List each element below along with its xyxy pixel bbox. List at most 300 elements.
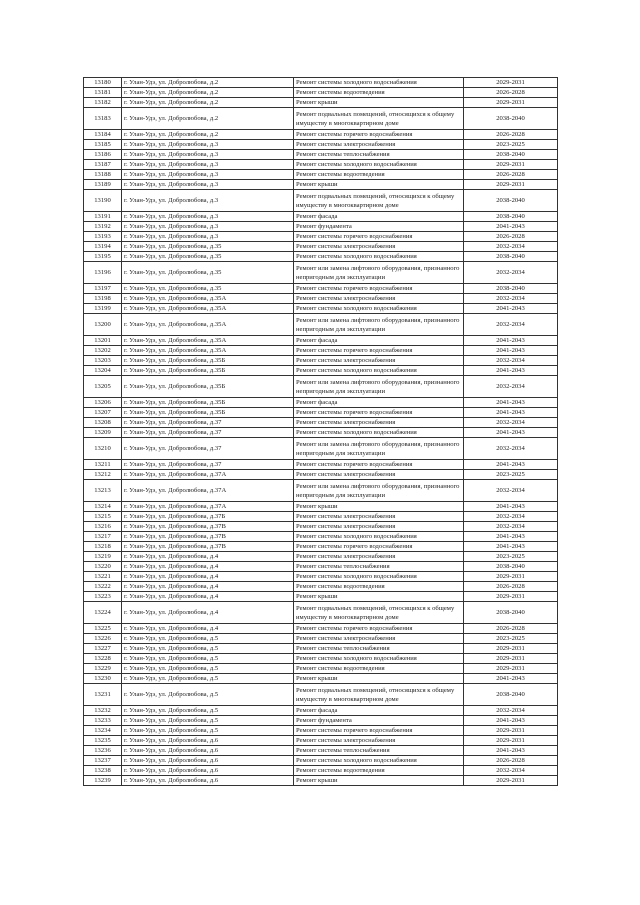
- address-cell: г. Улан-Удэ, ул. Добролюбова, д.4: [122, 562, 294, 572]
- work-type-cell: Ремонт системы горячего водоснабжения: [294, 624, 464, 634]
- row-number-cell: 13237: [84, 756, 122, 766]
- address-cell: г. Улан-Удэ, ул. Добролюбова, д.3: [122, 180, 294, 190]
- address-cell: г. Улан-Удэ, ул. Добролюбова, д.6: [122, 746, 294, 756]
- work-type-cell: Ремонт системы электроснабжения: [294, 634, 464, 644]
- address-cell: г. Улан-Удэ, ул. Добролюбова, д.3: [122, 170, 294, 180]
- table-row: [84, 336, 558, 346]
- table-row: [84, 262, 558, 284]
- row-number-cell: 13182: [84, 98, 122, 108]
- period-cell: 2032-2034: [464, 522, 558, 532]
- address-cell: г. Улан-Удэ, ул. Добролюбова, д.3: [122, 150, 294, 160]
- row-number-cell: 13188: [84, 170, 122, 180]
- row-number-cell: 13226: [84, 634, 122, 644]
- work-type-cell: Ремонт системы горячего водоснабжения: [294, 346, 464, 356]
- row-number-cell: 13212: [84, 470, 122, 480]
- table-row: [84, 428, 558, 438]
- address-cell: г. Улан-Удэ, ул. Добролюбова, д.4: [122, 624, 294, 634]
- address-cell: г. Улан-Удэ, ул. Добролюбова, д.3: [122, 232, 294, 242]
- period-cell: 2041-2043: [464, 460, 558, 470]
- row-number-cell: 13214: [84, 502, 122, 512]
- row-number-cell: 13217: [84, 532, 122, 542]
- work-type-cell: Ремонт крыши: [294, 776, 464, 786]
- table-row: [84, 776, 558, 786]
- table-row: [84, 130, 558, 140]
- address-cell: г. Улан-Удэ, ул. Добролюбова, д.3: [122, 140, 294, 150]
- period-cell: 2041-2043: [464, 346, 558, 356]
- work-type-cell: Ремонт системы горячего водоснабжения: [294, 542, 464, 552]
- table-row: [84, 572, 558, 582]
- address-cell: г. Улан-Удэ, ул. Добролюбова, д.35А: [122, 294, 294, 304]
- address-cell: г. Улан-Удэ, ул. Добролюбова, д.2: [122, 98, 294, 108]
- table-row: [84, 716, 558, 726]
- table-row: [84, 284, 558, 294]
- row-number-cell: 13183: [84, 108, 122, 130]
- work-type-cell: Ремонт системы водоотведения: [294, 170, 464, 180]
- address-cell: г. Улан-Удэ, ул. Добролюбова, д.5: [122, 684, 294, 706]
- row-number-cell: 13215: [84, 512, 122, 522]
- table-row: [84, 552, 558, 562]
- row-number-cell: 13221: [84, 572, 122, 582]
- address-cell: г. Улан-Удэ, ул. Добролюбова, д.5: [122, 634, 294, 644]
- row-number-cell: 13234: [84, 726, 122, 736]
- table-row: [84, 726, 558, 736]
- row-number-cell: 13229: [84, 664, 122, 674]
- address-cell: г. Улан-Удэ, ул. Добролюбова, д.4: [122, 582, 294, 592]
- period-cell: 2029-2031: [464, 736, 558, 746]
- row-number-cell: 13225: [84, 624, 122, 634]
- address-cell: г. Улан-Удэ, ул. Добролюбова, д.35Б: [122, 376, 294, 398]
- row-number-cell: 13180: [84, 78, 122, 88]
- table-row: [84, 170, 558, 180]
- row-number-cell: 13190: [84, 190, 122, 212]
- address-cell: г. Улан-Удэ, ул. Добролюбова, д.3: [122, 160, 294, 170]
- address-cell: г. Улан-Удэ, ул. Добролюбова, д.37: [122, 418, 294, 428]
- period-cell: 2023-2025: [464, 634, 558, 644]
- table-row: [84, 222, 558, 232]
- period-cell: 2029-2031: [464, 654, 558, 664]
- row-number-cell: 13192: [84, 222, 122, 232]
- period-cell: 2029-2031: [464, 776, 558, 786]
- table-row: [84, 470, 558, 480]
- period-cell: 2029-2031: [464, 78, 558, 88]
- period-cell: 2029-2031: [464, 664, 558, 674]
- row-number-cell: 13239: [84, 776, 122, 786]
- work-type-cell: Ремонт фасада: [294, 336, 464, 346]
- work-type-cell: Ремонт системы водоотведения: [294, 766, 464, 776]
- table-row: [84, 88, 558, 98]
- address-cell: г. Улан-Удэ, ул. Добролюбова, д.6: [122, 766, 294, 776]
- table-row: [84, 376, 558, 398]
- table-row: [84, 140, 558, 150]
- work-type-cell: Ремонт системы электроснабжения: [294, 294, 464, 304]
- row-number-cell: 13201: [84, 336, 122, 346]
- work-type-cell: Ремонт крыши: [294, 592, 464, 602]
- row-number-cell: 13232: [84, 706, 122, 716]
- period-cell: 2038-2040: [464, 684, 558, 706]
- row-number-cell: 13203: [84, 356, 122, 366]
- work-type-cell: Ремонт или замена лифтового оборудования, признанного непригодным для эксплуатации: [294, 438, 464, 460]
- period-cell: 2038-2040: [464, 108, 558, 130]
- row-number-cell: 13191: [84, 212, 122, 222]
- period-cell: 2026-2028: [464, 582, 558, 592]
- row-number-cell: 13202: [84, 346, 122, 356]
- address-cell: г. Улан-Удэ, ул. Добролюбова, д.35: [122, 252, 294, 262]
- address-cell: г. Улан-Удэ, ул. Добролюбова, д.5: [122, 716, 294, 726]
- table-row: [84, 212, 558, 222]
- address-cell: г. Улан-Удэ, ул. Добролюбова, д.37Б: [122, 512, 294, 522]
- address-cell: г. Улан-Удэ, ул. Добролюбова, д.5: [122, 664, 294, 674]
- work-type-cell: Ремонт подвальных помещений, относящихся к общему имуществу в многоквартирном доме: [294, 190, 464, 212]
- table-row: [84, 644, 558, 654]
- table-row: [84, 304, 558, 314]
- row-number-cell: 13199: [84, 304, 122, 314]
- row-number-cell: 13197: [84, 284, 122, 294]
- work-type-cell: Ремонт фасада: [294, 398, 464, 408]
- work-type-cell: Ремонт системы водоотведения: [294, 582, 464, 592]
- row-number-cell: 13219: [84, 552, 122, 562]
- period-cell: 2041-2043: [464, 502, 558, 512]
- row-number-cell: 13210: [84, 438, 122, 460]
- period-cell: 2023-2025: [464, 552, 558, 562]
- row-number-cell: 13224: [84, 602, 122, 624]
- period-cell: 2029-2031: [464, 180, 558, 190]
- row-number-cell: 13189: [84, 180, 122, 190]
- work-type-cell: Ремонт системы теплоснабжения: [294, 644, 464, 654]
- row-number-cell: 13236: [84, 746, 122, 756]
- work-type-cell: Ремонт системы горячего водоснабжения: [294, 726, 464, 736]
- row-number-cell: 13231: [84, 684, 122, 706]
- period-cell: 2029-2031: [464, 726, 558, 736]
- address-cell: г. Улан-Удэ, ул. Добролюбова, д.37А: [122, 470, 294, 480]
- period-cell: 2026-2028: [464, 130, 558, 140]
- address-cell: г. Улан-Удэ, ул. Добролюбова, д.3: [122, 190, 294, 212]
- table-row: [84, 736, 558, 746]
- table-row: [84, 190, 558, 212]
- work-type-cell: Ремонт крыши: [294, 502, 464, 512]
- table-body: [84, 78, 558, 786]
- period-cell: 2041-2043: [464, 222, 558, 232]
- address-cell: г. Улан-Удэ, ул. Добролюбова, д.35Б: [122, 408, 294, 418]
- period-cell: 2029-2031: [464, 160, 558, 170]
- row-number-cell: 13223: [84, 592, 122, 602]
- table-row: [84, 160, 558, 170]
- period-cell: 2041-2043: [464, 304, 558, 314]
- address-cell: г. Улан-Удэ, ул. Добролюбова, д.2: [122, 78, 294, 88]
- period-cell: 2038-2040: [464, 190, 558, 212]
- row-number-cell: 13220: [84, 562, 122, 572]
- table-row: [84, 460, 558, 470]
- period-cell: 2026-2028: [464, 232, 558, 242]
- row-number-cell: 13235: [84, 736, 122, 746]
- table-row: [84, 654, 558, 664]
- work-type-cell: Ремонт системы горячего водоснабжения: [294, 232, 464, 242]
- table-row: [84, 314, 558, 336]
- address-cell: г. Улан-Удэ, ул. Добролюбова, д.35: [122, 284, 294, 294]
- table-row: [84, 108, 558, 130]
- table-row: [84, 366, 558, 376]
- period-cell: 2041-2043: [464, 746, 558, 756]
- period-cell: 2041-2043: [464, 674, 558, 684]
- table-row: [84, 684, 558, 706]
- work-type-cell: Ремонт системы водоотведения: [294, 88, 464, 98]
- address-cell: г. Улан-Удэ, ул. Добролюбова, д.5: [122, 644, 294, 654]
- work-type-cell: Ремонт или замена лифтового оборудования, признанного непригодным для эксплуатации: [294, 262, 464, 284]
- period-cell: 2041-2043: [464, 398, 558, 408]
- table-row: [84, 418, 558, 428]
- table-row: [84, 98, 558, 108]
- work-type-cell: Ремонт системы водоотведения: [294, 664, 464, 674]
- address-cell: г. Улан-Удэ, ул. Добролюбова, д.4: [122, 592, 294, 602]
- work-type-cell: Ремонт системы горячего водоснабжения: [294, 460, 464, 470]
- work-type-cell: Ремонт фасада: [294, 706, 464, 716]
- period-cell: 2032-2034: [464, 294, 558, 304]
- address-cell: г. Улан-Удэ, ул. Добролюбова, д.5: [122, 674, 294, 684]
- address-cell: г. Улан-Удэ, ул. Добролюбова, д.4: [122, 602, 294, 624]
- period-cell: 2041-2043: [464, 366, 558, 376]
- period-cell: 2032-2034: [464, 438, 558, 460]
- period-cell: 2029-2031: [464, 644, 558, 654]
- address-cell: г. Улан-Удэ, ул. Добролюбова, д.35А: [122, 346, 294, 356]
- address-cell: г. Улан-Удэ, ул. Добролюбова, д.37А: [122, 480, 294, 502]
- work-type-cell: Ремонт системы холодного водоснабжения: [294, 160, 464, 170]
- period-cell: 2041-2043: [464, 542, 558, 552]
- row-number-cell: 13187: [84, 160, 122, 170]
- period-cell: 2041-2043: [464, 532, 558, 542]
- table-row: [84, 408, 558, 418]
- row-number-cell: 13186: [84, 150, 122, 160]
- address-cell: г. Улан-Удэ, ул. Добролюбова, д.5: [122, 706, 294, 716]
- period-cell: 2041-2043: [464, 408, 558, 418]
- row-number-cell: 13200: [84, 314, 122, 336]
- table-row: [84, 150, 558, 160]
- work-type-cell: Ремонт системы электроснабжения: [294, 552, 464, 562]
- work-type-cell: Ремонт фундамента: [294, 716, 464, 726]
- address-cell: г. Улан-Удэ, ул. Добролюбова, д.35: [122, 262, 294, 284]
- work-type-cell: Ремонт системы холодного водоснабжения: [294, 252, 464, 262]
- table-row: [84, 512, 558, 522]
- work-type-cell: Ремонт системы теплоснабжения: [294, 562, 464, 572]
- table-row: [84, 746, 558, 756]
- period-cell: 2041-2043: [464, 428, 558, 438]
- work-type-cell: Ремонт системы холодного водоснабжения: [294, 572, 464, 582]
- address-cell: г. Улан-Удэ, ул. Добролюбова, д.35А: [122, 304, 294, 314]
- period-cell: 2026-2028: [464, 624, 558, 634]
- address-cell: г. Улан-Удэ, ул. Добролюбова, д.6: [122, 776, 294, 786]
- address-cell: г. Улан-Удэ, ул. Добролюбова, д.6: [122, 756, 294, 766]
- period-cell: 2032-2034: [464, 480, 558, 502]
- period-cell: 2038-2040: [464, 212, 558, 222]
- table-row: [84, 294, 558, 304]
- row-number-cell: 13206: [84, 398, 122, 408]
- period-cell: 2032-2034: [464, 418, 558, 428]
- row-number-cell: 13184: [84, 130, 122, 140]
- table-row: [84, 502, 558, 512]
- address-cell: г. Улан-Удэ, ул. Добролюбова, д.2: [122, 108, 294, 130]
- address-cell: г. Улан-Удэ, ул. Добролюбова, д.37А: [122, 502, 294, 512]
- address-cell: г. Улан-Удэ, ул. Добролюбова, д.6: [122, 736, 294, 746]
- period-cell: 2032-2034: [464, 376, 558, 398]
- period-cell: 2038-2040: [464, 562, 558, 572]
- work-type-cell: Ремонт или замена лифтового оборудования, признанного непригодным для эксплуатации: [294, 376, 464, 398]
- row-number-cell: 13208: [84, 418, 122, 428]
- period-cell: 2029-2031: [464, 98, 558, 108]
- table-row: [84, 664, 558, 674]
- row-number-cell: 13213: [84, 480, 122, 502]
- address-cell: г. Улан-Удэ, ул. Добролюбова, д.3: [122, 212, 294, 222]
- row-number-cell: 13216: [84, 522, 122, 532]
- table-row: [84, 356, 558, 366]
- address-cell: г. Улан-Удэ, ул. Добролюбова, д.5: [122, 726, 294, 736]
- work-type-cell: Ремонт системы электроснабжения: [294, 522, 464, 532]
- row-number-cell: 13193: [84, 232, 122, 242]
- table-row: [84, 78, 558, 88]
- work-type-cell: Ремонт системы холодного водоснабжения: [294, 532, 464, 542]
- address-cell: г. Улан-Удэ, ул. Добролюбова, д.2: [122, 88, 294, 98]
- period-cell: 2041-2043: [464, 336, 558, 346]
- row-number-cell: 13211: [84, 460, 122, 470]
- work-type-cell: Ремонт системы электроснабжения: [294, 736, 464, 746]
- work-type-cell: Ремонт системы электроснабжения: [294, 418, 464, 428]
- table-row: [84, 242, 558, 252]
- period-cell: 2038-2040: [464, 150, 558, 160]
- table-row: [84, 346, 558, 356]
- table-row: [84, 438, 558, 460]
- work-type-cell: Ремонт системы электроснабжения: [294, 356, 464, 366]
- work-type-cell: Ремонт системы холодного водоснабжения: [294, 304, 464, 314]
- address-cell: г. Улан-Удэ, ул. Добролюбова, д.3: [122, 222, 294, 232]
- work-type-cell: Ремонт системы теплоснабжения: [294, 746, 464, 756]
- work-type-cell: Ремонт системы горячего водоснабжения: [294, 408, 464, 418]
- row-number-cell: 13181: [84, 88, 122, 98]
- work-type-cell: Ремонт системы электроснабжения: [294, 512, 464, 522]
- period-cell: 2038-2040: [464, 602, 558, 624]
- address-cell: г. Улан-Удэ, ул. Добролюбова, д.5: [122, 654, 294, 664]
- table-row: [84, 624, 558, 634]
- work-type-cell: Ремонт или замена лифтового оборудования, признанного непригодным для эксплуатации: [294, 480, 464, 502]
- work-type-cell: Ремонт системы холодного водоснабжения: [294, 756, 464, 766]
- address-cell: г. Улан-Удэ, ул. Добролюбова, д.35А: [122, 314, 294, 336]
- table-row: [84, 480, 558, 502]
- document-page: [83, 77, 557, 786]
- period-cell: 2029-2031: [464, 592, 558, 602]
- period-cell: 2023-2025: [464, 140, 558, 150]
- work-type-cell: Ремонт системы холодного водоснабжения: [294, 654, 464, 664]
- work-type-cell: Ремонт системы холодного водоснабжения: [294, 78, 464, 88]
- work-type-cell: Ремонт подвальных помещений, относящихся к общему имуществу в многоквартирном доме: [294, 602, 464, 624]
- address-cell: г. Улан-Удэ, ул. Добролюбова, д.4: [122, 552, 294, 562]
- table-row: [84, 532, 558, 542]
- row-number-cell: 13204: [84, 366, 122, 376]
- work-type-cell: Ремонт системы теплоснабжения: [294, 150, 464, 160]
- work-type-cell: Ремонт системы электроснабжения: [294, 470, 464, 480]
- row-number-cell: 13230: [84, 674, 122, 684]
- table-row: [84, 252, 558, 262]
- period-cell: 2038-2040: [464, 284, 558, 294]
- address-cell: г. Улан-Удэ, ул. Добролюбова, д.37В: [122, 532, 294, 542]
- address-cell: г. Улан-Удэ, ул. Добролюбова, д.35Б: [122, 398, 294, 408]
- row-number-cell: 13209: [84, 428, 122, 438]
- address-cell: г. Улан-Удэ, ул. Добролюбова, д.35: [122, 242, 294, 252]
- row-number-cell: 13222: [84, 582, 122, 592]
- period-cell: 2026-2028: [464, 756, 558, 766]
- period-cell: 2023-2025: [464, 470, 558, 480]
- table-row: [84, 756, 558, 766]
- address-cell: г. Улан-Удэ, ул. Добролюбова, д.37: [122, 438, 294, 460]
- work-type-cell: Ремонт крыши: [294, 98, 464, 108]
- work-type-cell: Ремонт системы холодного водоснабжения: [294, 366, 464, 376]
- address-cell: г. Улан-Удэ, ул. Добролюбова, д.2: [122, 130, 294, 140]
- row-number-cell: 13227: [84, 644, 122, 654]
- table-row: [84, 542, 558, 552]
- address-cell: г. Улан-Удэ, ул. Добролюбова, д.37В: [122, 542, 294, 552]
- work-type-cell: Ремонт системы электроснабжения: [294, 140, 464, 150]
- period-cell: 2026-2028: [464, 88, 558, 98]
- table-row: [84, 674, 558, 684]
- row-number-cell: 13194: [84, 242, 122, 252]
- table-row: [84, 602, 558, 624]
- work-type-cell: Ремонт или замена лифтового оборудования, признанного непригодным для эксплуатации: [294, 314, 464, 336]
- table-row: [84, 398, 558, 408]
- work-type-cell: Ремонт системы горячего водоснабжения: [294, 130, 464, 140]
- address-cell: г. Улан-Удэ, ул. Добролюбова, д.37В: [122, 522, 294, 532]
- row-number-cell: 13233: [84, 716, 122, 726]
- table-row: [84, 582, 558, 592]
- work-type-cell: Ремонт крыши: [294, 180, 464, 190]
- row-number-cell: 13238: [84, 766, 122, 776]
- row-number-cell: 13198: [84, 294, 122, 304]
- work-type-cell: Ремонт фасада: [294, 212, 464, 222]
- period-cell: 2029-2031: [464, 572, 558, 582]
- row-number-cell: 13218: [84, 542, 122, 552]
- table-row: [84, 634, 558, 644]
- table-row: [84, 522, 558, 532]
- address-cell: г. Улан-Удэ, ул. Добролюбова, д.35Б: [122, 366, 294, 376]
- table-row: [84, 706, 558, 716]
- address-cell: г. Улан-Удэ, ул. Добролюбова, д.37: [122, 460, 294, 470]
- table-row: [84, 562, 558, 572]
- address-cell: г. Улан-Удэ, ул. Добролюбова, д.4: [122, 572, 294, 582]
- work-type-cell: Ремонт системы электроснабжения: [294, 242, 464, 252]
- table-row: [84, 766, 558, 776]
- row-number-cell: 13185: [84, 140, 122, 150]
- row-number-cell: 13205: [84, 376, 122, 398]
- work-type-cell: Ремонт фундамента: [294, 222, 464, 232]
- period-cell: 2026-2028: [464, 170, 558, 180]
- table-row: [84, 180, 558, 190]
- table-row: [84, 592, 558, 602]
- work-type-cell: Ремонт подвальных помещений, относящихся к общему имуществу в многоквартирном доме: [294, 108, 464, 130]
- period-cell: 2032-2034: [464, 314, 558, 336]
- row-number-cell: 13196: [84, 262, 122, 284]
- period-cell: 2032-2034: [464, 356, 558, 366]
- work-type-cell: Ремонт системы горячего водоснабжения: [294, 284, 464, 294]
- row-number-cell: 13195: [84, 252, 122, 262]
- period-cell: 2032-2034: [464, 262, 558, 284]
- address-cell: г. Улан-Удэ, ул. Добролюбова, д.37: [122, 428, 294, 438]
- repair-schedule-table: [83, 77, 558, 786]
- period-cell: 2038-2040: [464, 252, 558, 262]
- period-cell: 2041-2043: [464, 716, 558, 726]
- row-number-cell: 13207: [84, 408, 122, 418]
- work-type-cell: Ремонт подвальных помещений, относящихся к общему имуществу в многоквартирном доме: [294, 684, 464, 706]
- period-cell: 2032-2034: [464, 512, 558, 522]
- period-cell: 2032-2034: [464, 766, 558, 776]
- period-cell: 2032-2034: [464, 706, 558, 716]
- period-cell: 2032-2034: [464, 242, 558, 252]
- address-cell: г. Улан-Удэ, ул. Добролюбова, д.35Б: [122, 356, 294, 366]
- work-type-cell: Ремонт крыши: [294, 674, 464, 684]
- address-cell: г. Улан-Удэ, ул. Добролюбова, д.35А: [122, 336, 294, 346]
